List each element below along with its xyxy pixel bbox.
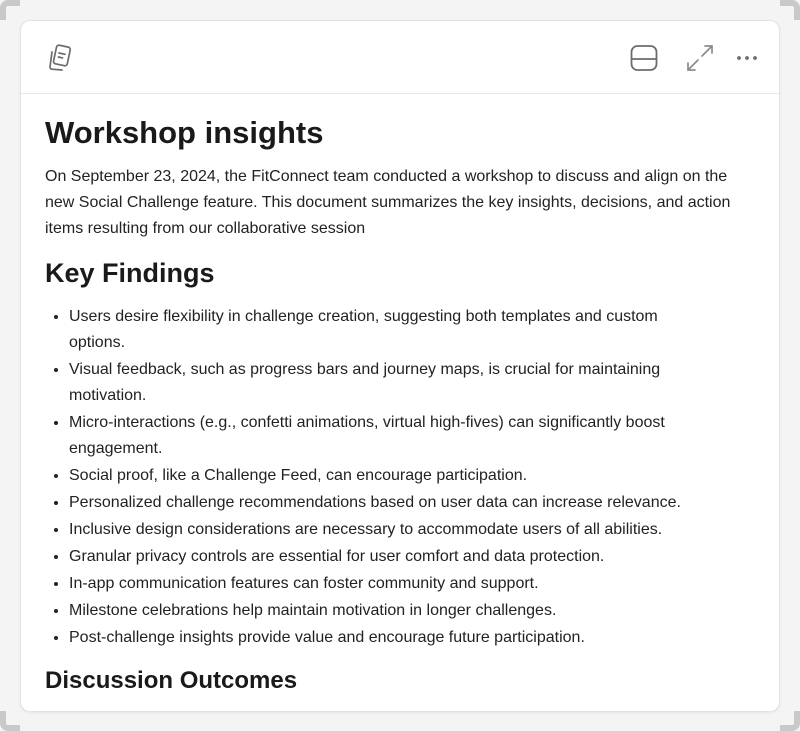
list-item: • Post-challenge insights provide value and encourage future participation. — [69, 625, 755, 651]
list-item: • Milestone celebrations help maintain motivation in longer challenges. — [69, 598, 755, 624]
section-heading-key-findings: Key Findings — [45, 258, 215, 288]
list-item: • Visual feedback, such as progress bars and journey maps, is crucial for maintaining motivation. — [69, 357, 755, 409]
list-item: • Granular privacy controls are essential for user comfort and data protection. — [69, 544, 755, 570]
document-card — [20, 20, 780, 712]
more-icon[interactable] — [733, 43, 763, 73]
list-item: • Inclusive design considerations are necessary to accommodate users of all abilities. — [69, 517, 755, 543]
document-stack-icon[interactable] — [45, 43, 75, 73]
expand-icon[interactable] — [685, 43, 715, 73]
page-title: Workshop insights — [45, 115, 324, 150]
list-item: • Users desire flexibility in challenge creation, suggesting both templates and custom options. — [69, 304, 755, 356]
toolbar — [21, 21, 779, 94]
section-heading-discussion-outcomes: Discussion Outcomes — [45, 667, 298, 694]
list-item: • Personalized challenge recommendations based on user data can increase relevance. — [69, 490, 755, 516]
list-item: • Micro-interactions (e.g., confetti animations, virtual high-fives) can significantly boost engagement. — [69, 410, 755, 462]
findings-list — [45, 304, 755, 651]
resize-handle-bottom-right[interactable] — [780, 711, 800, 731]
list-item: • Social proof, like a Challenge Feed, can encourage participation. — [69, 463, 755, 489]
resize-handle-top-right[interactable] — [780, 0, 800, 20]
layout-panel-icon[interactable] — [629, 43, 659, 73]
document-content — [21, 114, 779, 697]
intro-paragraph: On September 23, 2024, the FitConnect team conducted a workshop to discuss and align on the new Social Challenge feature. This document summarizes the key insights, decisions, and action items resulting from our collaborative session — [45, 168, 731, 237]
resize-handle-top-left[interactable] — [0, 0, 20, 20]
list-item: • In-app communication features can foster community and support. — [69, 571, 755, 597]
resize-handle-bottom-left[interactable] — [0, 711, 20, 731]
